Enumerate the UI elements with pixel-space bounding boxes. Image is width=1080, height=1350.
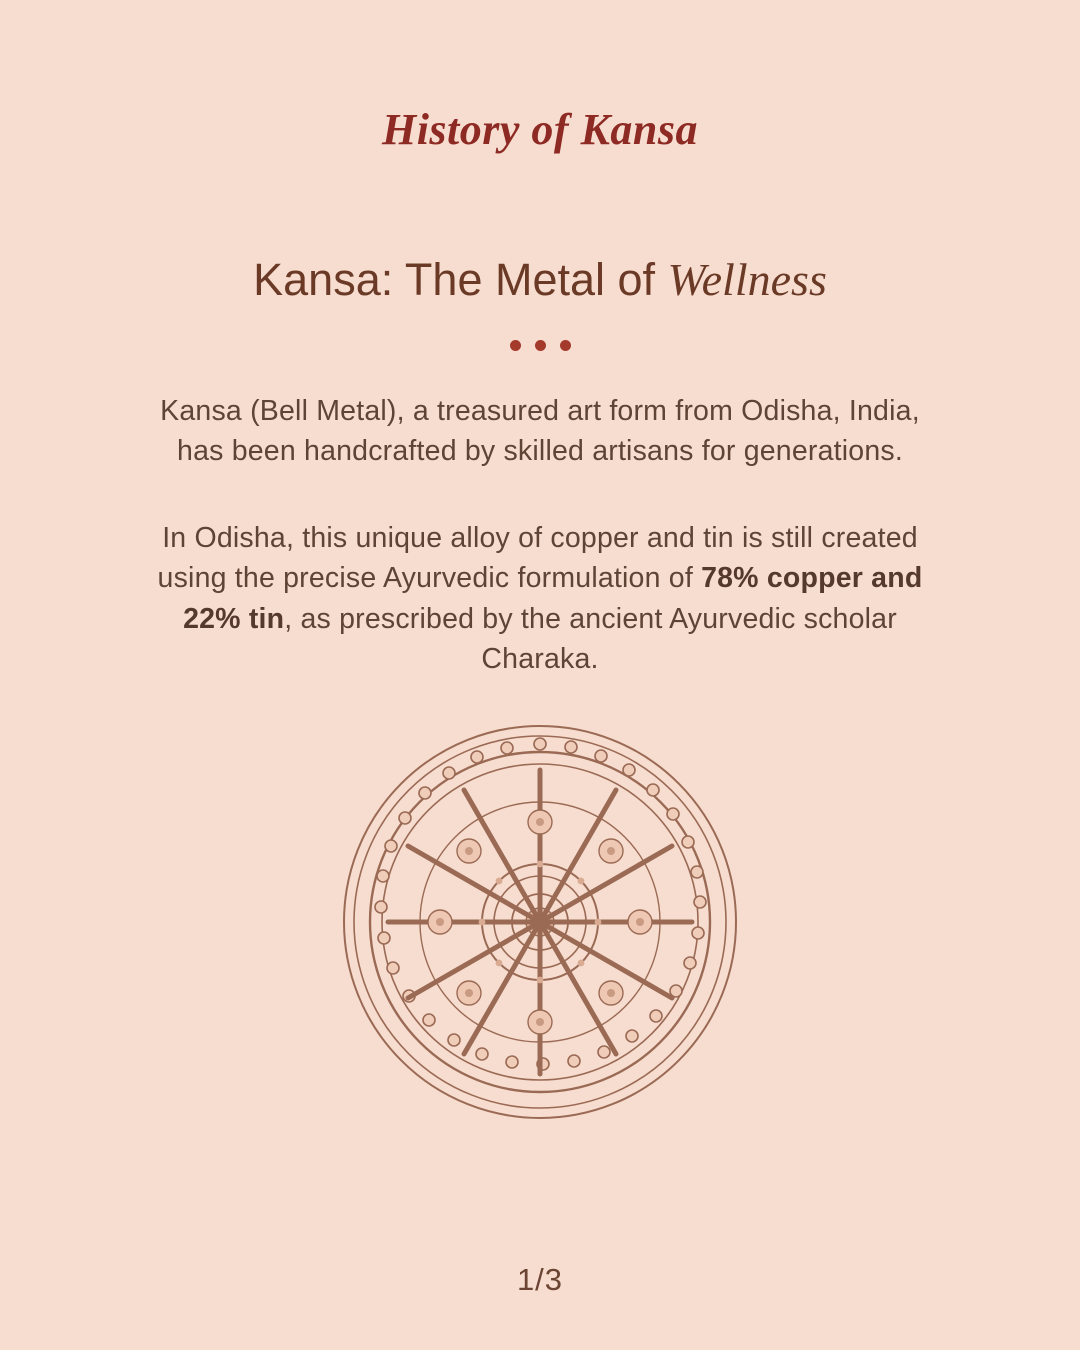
three-dots-divider-icon: [510, 340, 571, 351]
alloy-paragraph: [145, 518, 935, 680]
divider-dot: [560, 340, 571, 351]
alloy-paragraph-lead: In Odisha, this unique alloy of copper and tin is still created using the precise Ayurvedic formulation of: [157, 521, 918, 595]
alloy-ratio-highlight: 78% copper and 22% tin: [183, 562, 923, 635]
page-title: History of Kansa: [381, 105, 699, 154]
divider-dot: [535, 340, 546, 351]
subtitle-emphasis-text: Wellness: [667, 254, 827, 305]
divider-dot: [510, 340, 521, 351]
subtitle: [253, 253, 827, 306]
page-indicator: 1/3: [516, 1262, 564, 1297]
intro-paragraph: Kansa (Bell Metal), a treasured art form from Odisha, India, has been handcrafted by skilled artisans for generations.: [160, 395, 920, 468]
alloy-paragraph-tail: , as prescribed by the ancient Ayurvedic scholar Charaka.: [284, 602, 897, 676]
kansa-wheel-medallion-icon: [340, 722, 740, 1122]
subtitle-plain-text: Kansa: The Metal of: [253, 254, 668, 305]
